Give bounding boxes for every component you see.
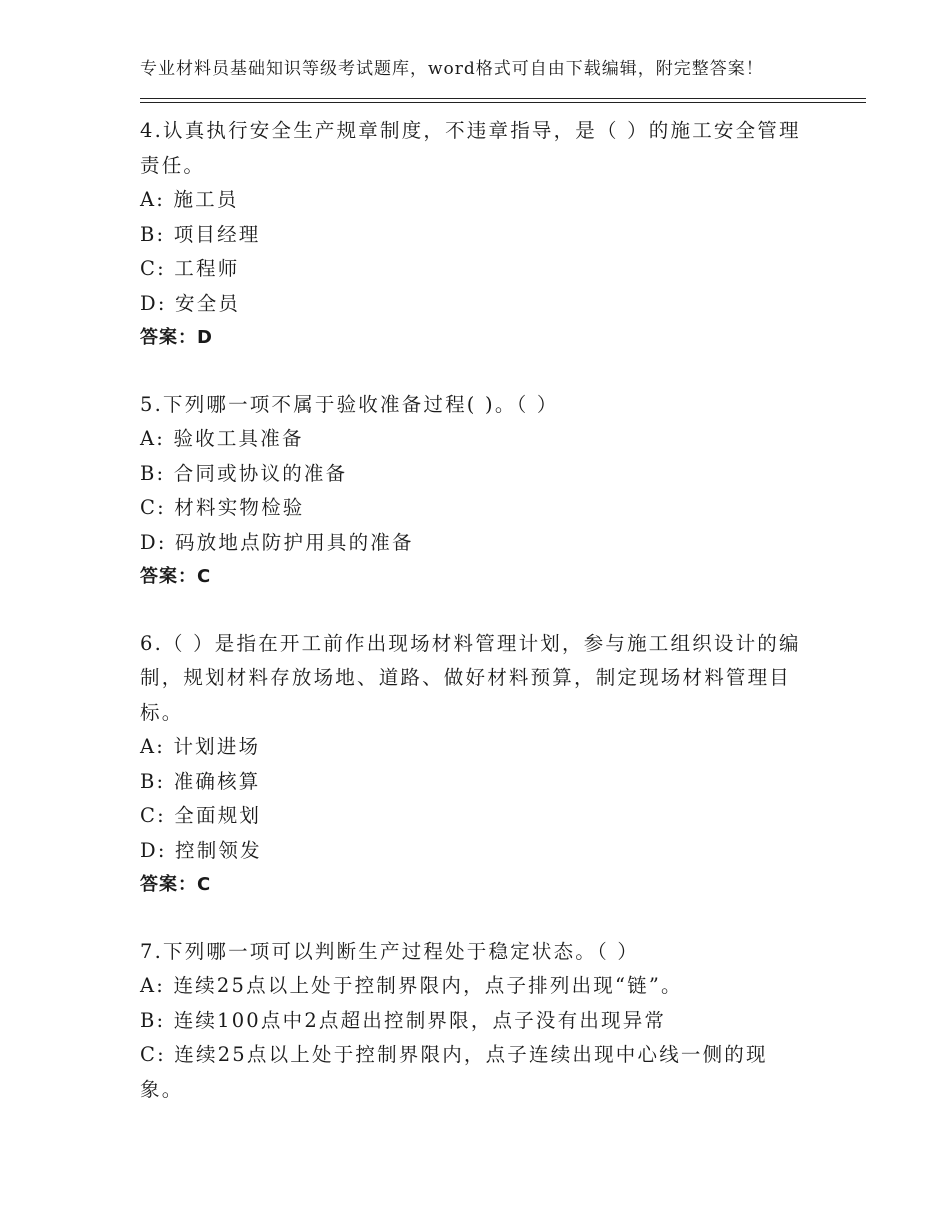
option-c: C: 材料实物检验 xyxy=(140,496,305,519)
option-a: A: 验收工具准备 xyxy=(140,427,304,450)
option-b: B: 合同或协议的准备 xyxy=(140,461,348,485)
option-a: A: 施工员 xyxy=(140,188,239,211)
option-d: D: 码放地点防护用具的准备 xyxy=(140,530,414,554)
option-c: C: 工程师 xyxy=(140,257,240,280)
answer-label: 答案：C xyxy=(140,874,212,895)
option-b: B: 准确核算 xyxy=(140,769,261,793)
question-stem-line: 责任。 xyxy=(140,153,206,177)
page-header: 专业材料员基础知识等级考试题库，word格式可自由下载编辑，附完整答案！ xyxy=(140,59,764,79)
question-4 xyxy=(140,114,830,356)
option-d: D: 安全员 xyxy=(140,291,241,315)
option-c: C: 全面规划 xyxy=(140,804,262,827)
question-5 xyxy=(140,388,830,595)
header-rule-bottom xyxy=(140,102,866,103)
question-stem-line: 标。 xyxy=(140,700,184,724)
option-c: C: 连续25点以上处于控制界限内，点子连续出现中心线一侧的现 xyxy=(140,1043,768,1066)
header-rule-top xyxy=(140,98,866,99)
option-a: A: 连续25点以上处于控制界限内，点子排列出现“链”。 xyxy=(140,974,683,997)
question-stem-line: 制，规划材料存放场地、道路、做好材料预算，制定现场材料管理目 xyxy=(140,666,792,689)
option-a: A: 计划进场 xyxy=(140,735,261,758)
option-b: B: 项目经理 xyxy=(140,222,261,246)
option-c-continued: 象。 xyxy=(140,1077,184,1101)
option-d: D: 控制领发 xyxy=(140,838,262,862)
option-b: B: 连续100点中2点超出控制界限，点子没有出现异常 xyxy=(140,1008,667,1032)
question-7 xyxy=(140,935,830,1108)
question-stem-line: 4.认真执行安全生产规章制度，不违章指导，是（ ）的施工安全管理 xyxy=(140,119,801,142)
question-stem-line: 7.下列哪一项可以判断生产过程处于稳定状态。（ ） xyxy=(140,939,640,963)
question-stem-line: 6.（ ）是指在开工前作出现场材料管理计划，参与施工组织设计的编 xyxy=(140,631,801,655)
answer-label: 答案：C xyxy=(140,566,212,587)
answer-label: 答案：D xyxy=(140,327,213,348)
question-6 xyxy=(140,627,830,903)
question-list xyxy=(140,114,830,1139)
question-stem-line: 5.下列哪一项不属于验收准备过程( )。（ ） xyxy=(140,392,559,416)
